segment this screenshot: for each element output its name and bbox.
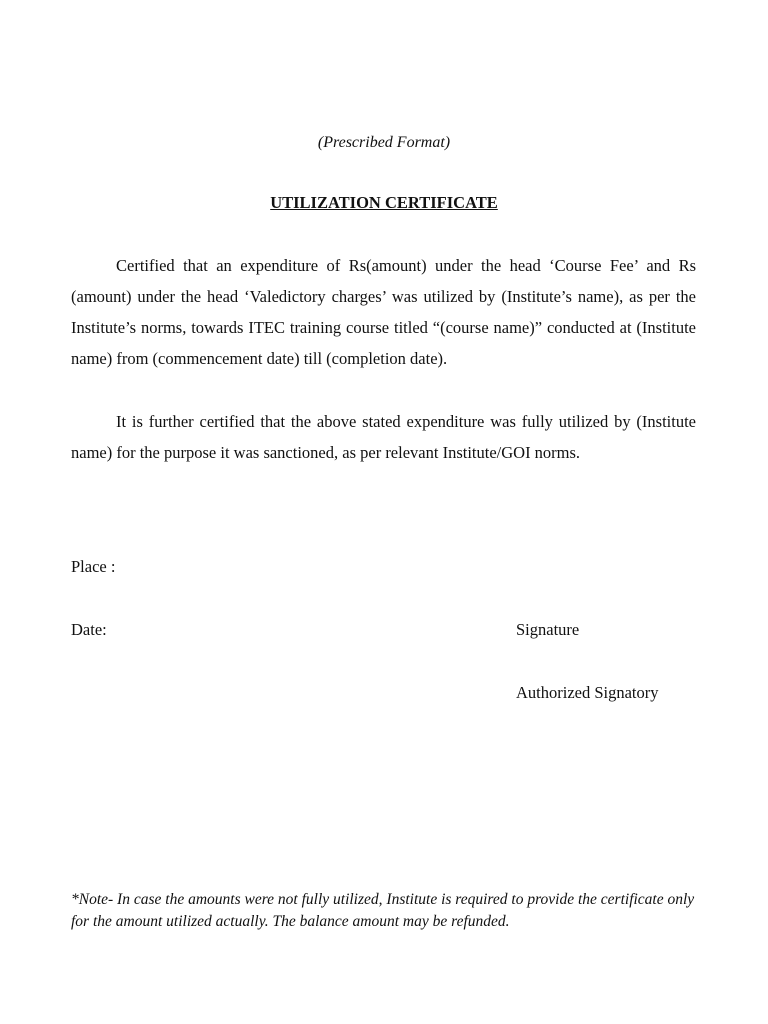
certification-paragraph: Certified that an expenditure of Rs(amount) under the head ‘Course Fee’ and Rs (amount) under the head ‘Valedictory charges’ was utilized by (Institute’s name), as per the Institute’s norms, towards ITEC training course titled “(course name)” conducted at (Institute name) from (commencement date) till (completion date). <box>71 256 696 368</box>
place-label: Place : <box>71 557 116 576</box>
format-subtitle: (Prescribed Format) <box>317 134 451 151</box>
further-certification-paragraph: It is further certified that the above stated expenditure was fully utilized by (Institute name) for the purpose it was sanctioned, as per relevant Institute/GOI norms. <box>71 412 696 462</box>
authorized-signatory-label: Authorized Signatory <box>516 683 659 702</box>
signature-label: Signature <box>516 620 580 639</box>
date-label: Date: <box>71 620 107 639</box>
certificate-title: UTILIZATION CERTIFICATE <box>270 193 498 212</box>
refund-note: *Note- In case the amounts were not fully utilized, Institute is required to provide the certificate only for the amount utilized actually. The balance amount may be refunded. <box>71 891 695 930</box>
